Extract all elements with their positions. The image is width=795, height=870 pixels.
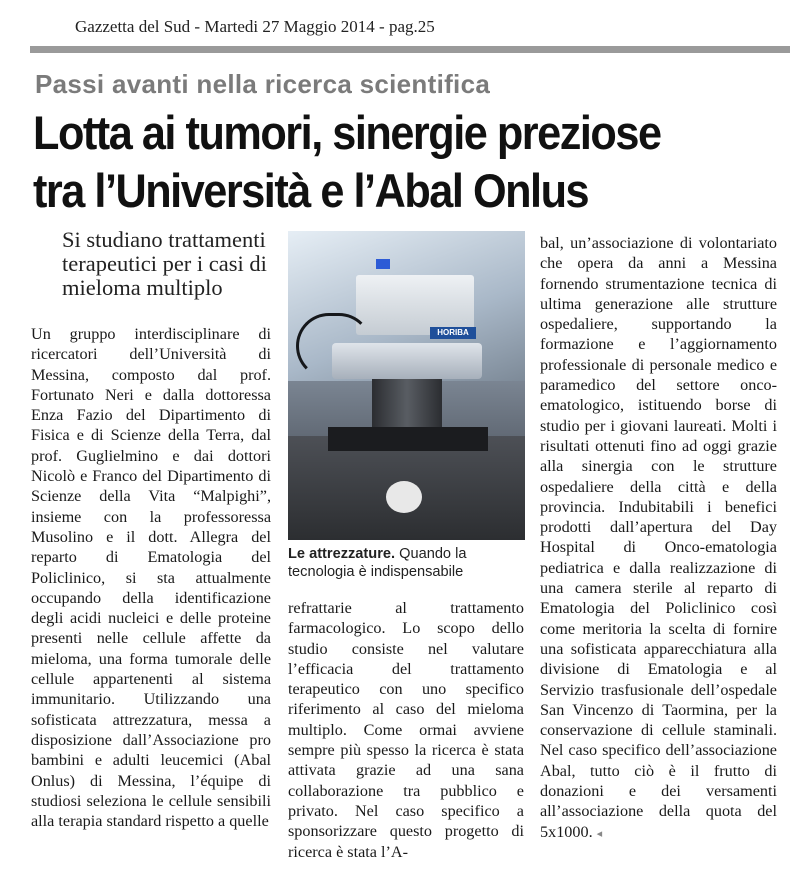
column-1-text: Un gruppo interdisciplinare di ricercatori dell’Università di Messina, composto dal prof. Fortunato Neri e dalla dottoressa Enza Fazio del Dipartimento di Fisica e di Scienze della Terra, dal prof. Guglielmino e dai dottori Nicolò e Franco del Dipartimento di Scienze della Vita “Malpighi”, insieme con la professoressa Musolino e il dott. Allegra del reparto di Ematologia del Policlinico, si sta attualmente occupando della identificazione degli acidi nucleici e delle proteine presenti nelle cellule affette da mieloma, una forma tumorale delle cellule appartenenti al sistema immunitario. Utilizzando una sofisticata attrezzatura, messa a disposizione dall’Associazione pro bambini e adulti leucemici (Abal Onlus) di Messina, l’équipe di studiosi seleziona le cellule sensibili alla terapia standard rispetto a quelle xyxy=(31,325,271,831)
article-column-1 xyxy=(31,324,271,831)
column-2-text: refrattarie al trattamento farmacologico. Lo scopo dello studio consiste nel valutare l’efficacia del trattamento terapeutico con uno specifico riferimento al caso del mieloma multiplo. Come ormai avviene sempre più spesso la ricerca è stata attivata grazie ad una sana collaborazione tra pubblico e privato. Nel caso specifico a sponsorizzare questo progetto di ricerca è stata l’A- xyxy=(288,599,524,861)
column-3-text: bal, un’associazione di volontariato che opera da anni a Messina fornendo strumentazione tecnica di ultima generazione alle strutture ospedaliere, supportando la formazione e l’aggiornamento professionale di personale medico e paramedico del settore onco-ematologico, istituendo borse di studio per i giovani laureati. Molti i risultati ottenuti fino ad oggi grazie alla sinergia con le strutture ospedaliere della città e della provincia. Indubitabili i benefici prodotti dall’apertura del Day Hospital di Onco-ematologia pediatrica e dalla realizzazione di una camera sterile al reparto di Ematologia del Policlinico così come meritoria la scelta di fornire una sofisticata apparecchiatura alla divisione di Ematologia e al Servizio trasfusionale dell’ospedale San Vincenzo di Taormina, per la conservazione di cellule staminali. Nel caso specifico dell’associazione Abal, tutto ciò è il frutto di donazioni e dei versamenti all’associazione della quota del 5x1000. xyxy=(540,234,777,841)
divider-bar xyxy=(30,46,790,53)
photo-detail xyxy=(376,259,390,269)
article-column-2 xyxy=(288,598,524,862)
caption-title: Le attrezzature. xyxy=(288,546,396,562)
photo-caption xyxy=(288,545,528,581)
subheadline: Si studiano trattamenti terapeutici per i casi di mieloma multiplo xyxy=(62,227,267,300)
instrument-head xyxy=(356,275,474,335)
headline-line-2: tra l’Università e l’Abal Onlus xyxy=(33,164,589,217)
instrument-brand-label: HORIBA xyxy=(430,327,476,339)
microscope-stage xyxy=(328,427,488,451)
end-mark-icon: ◂ xyxy=(596,827,603,840)
column-3-paragraph xyxy=(540,233,777,844)
article-photo xyxy=(288,231,525,540)
instrument-body xyxy=(332,343,482,379)
headline xyxy=(33,104,732,220)
headline-line-1: Lotta ai tumori, sinergie preziose xyxy=(33,106,661,159)
microscope-lamp xyxy=(386,481,422,513)
masthead: Gazzetta del Sud - Martedi 27 Maggio 2014 - pag.25 xyxy=(75,17,435,36)
caption-text: Quando la tecnologia è indispensabile xyxy=(288,546,467,580)
kicker: Passi avanti nella ricerca scientifica xyxy=(35,69,491,99)
article-column-3 xyxy=(540,233,777,844)
